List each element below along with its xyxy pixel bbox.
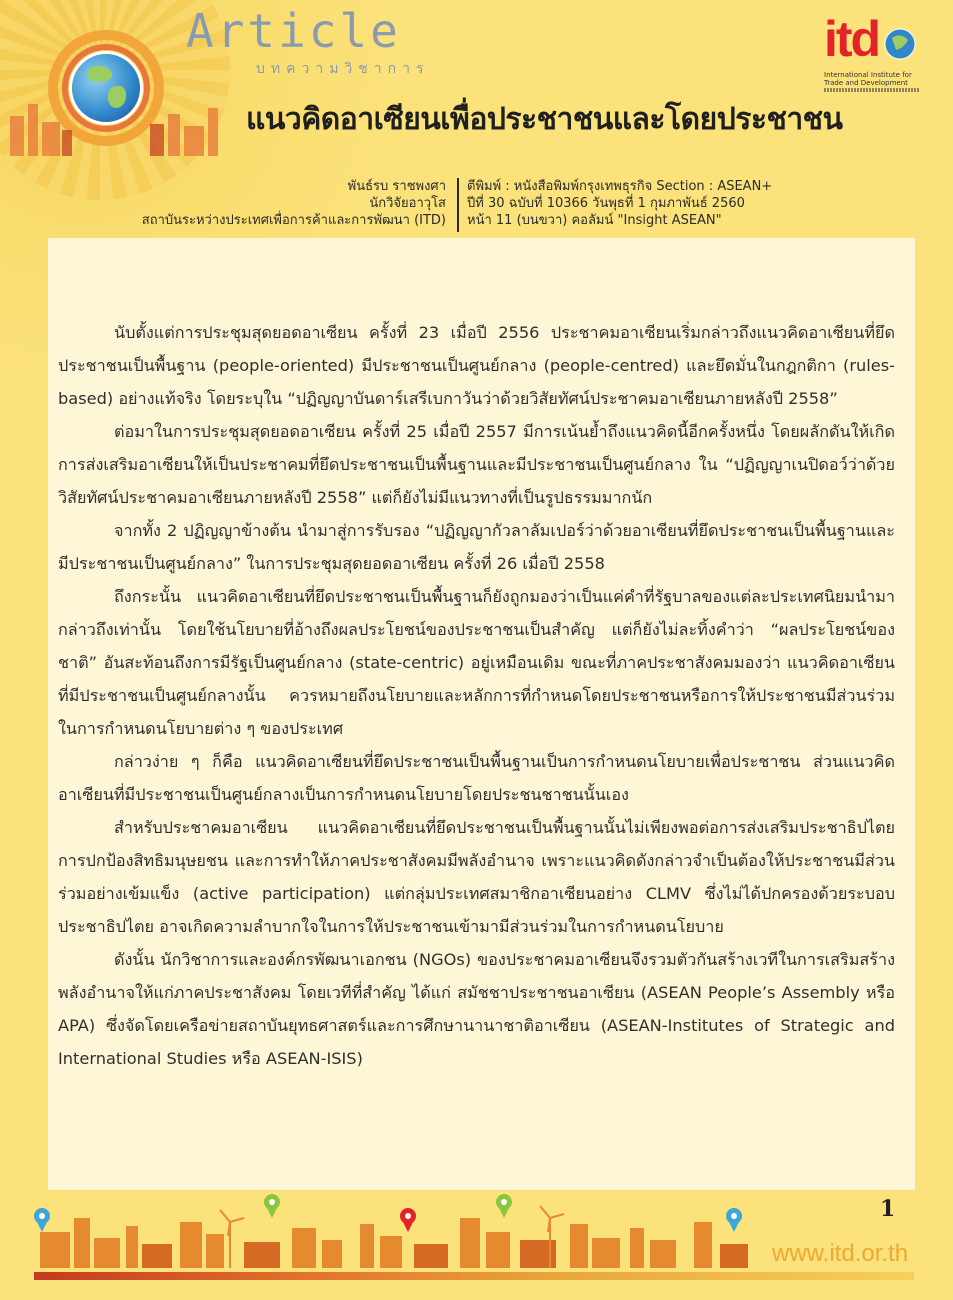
paragraph-4: ถึงกระนั้น แนวคิดอาเซียนที่ยึดประชาชนเป็นพื้นฐานก็ยังถูกมองว่าเป็นแค่คำที่รัฐบาลของแต่ละประเทศนิยมนำมากล่าวถึงเท่านั้น โดยใช้นโยบายที่อ้างถึงผลประโยชน์ของประชาชนเป็นสำคัญ แต่ก็ยังไม่ละทิ้งคำว่า “ผลประโยชน์ของชาติ” อันสะท้อนถึงการมีรัฐเป็นศูนย์กลาง (state-centric) อยู่เหมือนเดิม ขณะที่ภาคประชาสังคมมองว่า แนวคิดอาเซียนที่มีประชาชนเป็นศูนย์กลางนั้น ควรหมายถึงนโยบายและหลักการที่กำหนดโดยประชาชนหรือการให้ประชาชนมีส่วนร่วมในการกำหนดนโยบายต่าง ๆ ของประเทศ [58, 587, 895, 738]
paragraph-7: ดังนั้น นักวิชาการและองค์กรพัฒนาเอกชน (NGOs) ของประชาคมอาเซียนจึงรวมตัวกันสร้างเวทีในการเสริมสร้างพลังอำนาจให้แก่ภาคประชาสังคม โดยเวทีที่สำคัญ ได้แก่ สมัชชาประชาชนอาเซียน (ASEAN People’s Assembly หรือ APA) ซึ่งจัดโดยเครือข่ายสถาบันยุทธศาสตร์และการศึกษานานาชาติอาเซียน (ASEAN-Institutes of Strategic and International Studies หรือ ASEAN-ISIS) [58, 950, 895, 1068]
page-number: 1 [880, 1196, 896, 1222]
author-name: พันธ์รบ ราชพงศา [347, 179, 446, 194]
publication-source [467, 178, 772, 229]
website-link[interactable]: www.itd.or.th [772, 1240, 909, 1267]
author-position: นักวิจัยอาวุโส [369, 196, 446, 211]
map-pin-icon [34, 1194, 742, 1232]
paragraph-3: จากทั้ง 2 ปฏิญญาข้างต้น นำมาสู่การรับรอง “ปฏิญญากัวลาลัมเปอร์ว่าด้วยอาเซียนที่ยึดประชาชนเป็นพื้นฐานและมีประชาชนเป็นศูนย์กลาง” ในการประชุมสุดยอดอาเซียน ครั้งที่ 26 เมื่อปี 2558 [58, 521, 895, 573]
paragraph-5: กล่าวง่าย ๆ ก็คือ แนวคิดอาเซียนที่ยึดประชาชนเป็นพื้นฐานเป็นการกำหนดนโยบายเพื่อประชาชน ส่วนแนวคิดอาเซียนที่มีประชาชนเป็นศูนย์กลางเป็นการกำหนดนโยบายโดยประชนชาชนนั้นเอง [58, 752, 895, 804]
byline-divider [457, 178, 459, 232]
page-title: แนวคิดอาเซียนเพื่อประชาชนและโดยประชาชน [246, 102, 843, 137]
footer-bar [34, 1272, 914, 1280]
paragraph-2: ต่อมาในการประชุมสุดยอดอาเซียน ครั้งที่ 25 เมื่อปี 2557 มีการเน้นย้ำถึงแนวคิดนี้อีกครั้งหนึ่ง โดยผลักดันให้เกิดการส่งเสริมอาเซียนให้เป็นประชาคมที่ยึดประชาชนเป็นพื้นฐานและมีประชาชนเป็นศูนย์กลาง ใน “ปฏิญญาเนปิดอว์ว่าด้วยวิสัยทัศน์ประชาคมอาเซียนภายหลังปี 2558” แต่ก็ยังไม่มีแนวทางที่เป็นรูปธรรมมากนัก [58, 422, 895, 507]
itd-logo-wordmark: itd [824, 11, 880, 67]
paragraph-1: นับตั้งแต่การประชุมสุดยอดอาเซียน ครั้งที่ 23 เมื่อปี 2556 ประชาคมอาเซียนเริ่มกล่าวถึงแนวคิดอาเซียนที่ยึดประชาชนเป็นพื้นฐาน (people-oriented) มีประชาชนเป็นศูนย์กลาง (people-centred) และยึดมั่นในกฎกติกา (rules-based) อย่างแท้จริง โดยระบุใน “ปฏิญญาบันดาร์เสรีเบกาวันว่าด้วยวิสัยทัศน์ประชาคมอาเซียนภายหลังปี 2558” [58, 323, 895, 408]
itd-logo-thai-line [824, 88, 920, 92]
footer-skyline [30, 1188, 750, 1268]
source-line-3: หน้า 11 (บนขวา) คอลัมน์ "Insight ASEAN" [467, 213, 722, 228]
header-city-skyline [0, 96, 240, 156]
article-label: Article [186, 4, 401, 58]
article-body [48, 238, 915, 1190]
author-block [142, 178, 446, 229]
article-sublabel: บทความวิชาการ [256, 61, 430, 77]
source-line-1: ตีพิมพ์ : หนังสือพิมพ์กรุงเทพธุรกิจ Section : ASEAN+ [467, 179, 773, 194]
author-institute: สถาบันระหว่างประเทศเพื่อการค้าและการพัฒนา (ITD) [141, 213, 446, 228]
globe-land-shape [88, 66, 112, 82]
itd-logo-tagline: International Institute for Trade and Development [824, 71, 912, 87]
source-line-2: ปีที่ 30 ฉบับที่ 10366 วันพุธที่ 1 กุมภาพันธ์ 2560 [467, 196, 745, 211]
paragraph-6: สำหรับประชาคมอาเซียน แนวคิดอาเซียนที่ยึดประชาชนเป็นพื้นฐานนั้นไม่เพียงพอต่อการส่งเสริมประชาธิปไตย การปกป้องสิทธิมนุษยชน และการทำให้ภาคประชาสังคมมีพลังอำนาจ เพราะแนวคิดดังกล่าวจำเป็นต้องให้ประชาชนมีส่วนร่วมอย่างเข้มแข็ง (active participation) แต่กลุ่มประเทศสมาชิกอาเซียนอย่าง CLMV ซึ่งไม่ได้ปกครองด้วยระบอบประชาธิปไตย อาจเกิดความลำบากใจในการให้ประชาชนเข้ามามีส่วนร่วมในการกำหนดนโยบาย [58, 818, 895, 936]
